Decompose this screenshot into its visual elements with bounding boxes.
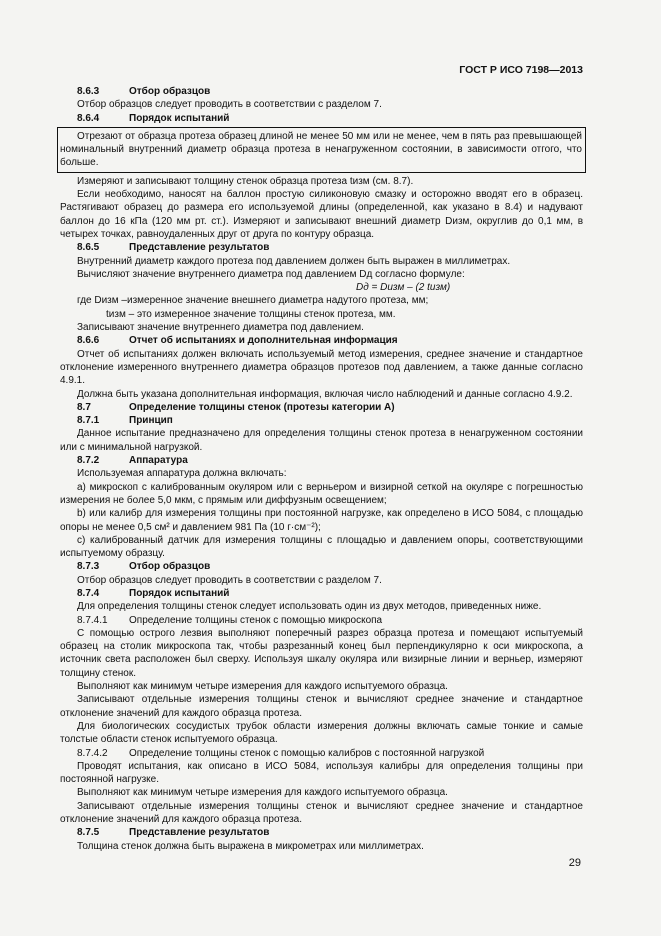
section-title: Аппаратура [129,455,188,467]
section-title: Определение толщины стенок (протезы категории А) [129,401,395,413]
section-title: Отбор образцов [129,561,211,573]
section-title: Порядок испытаний [129,112,230,124]
section-number: 8.7.4.1 [77,614,108,626]
paragraph: Записывают значение внутреннего диаметра под давлением. [77,322,364,334]
paragraph: Должна быть указана дополнительная информация, включая число наблюдений и данные согласно 4.9.2. [77,388,573,400]
section-number: 8.7 [77,401,91,413]
section-heading [60,241,583,254]
section-title: Отбор образцов [129,86,211,97]
paragraph: Внутренний диаметр каждого протеза под давлением должен быть выражен в миллиметрах. [77,255,511,267]
section-heading [60,560,583,573]
paragraph: Используемая аппаратура должна включать: [77,468,287,480]
document-header: ГОСТ Р ИСО 7198—2013 [459,64,583,76]
paragraph: С помощью острого лезвия выполняют поперечный разрез образца протеза и помещают испытуемый образец на столик микроскопа так, чтобы разрезанный конец был перпендикулярно к оси микроскопа, а источник света расположен был сверху. Используя шкалу окуляра или визирные линии и верньер, измеряют толщину стенок. [60,627,583,679]
paragraph: Вычисляют значение внутреннего диаметра под давлением Dд согласно формуле: [77,268,465,280]
subsection-heading [60,614,583,627]
section-number: 8.7.4.2 [77,747,108,759]
paragraph: Если необходимо, наносят на баллон простую силиконовую смазку и осторожно вводят его в образец. Растягивают образец до размера его используемой длины (определенной, как указано в 8.4) и надувают баллон до 16 кПа (120 мм рт. ст.). Измеряют и записывают внешний диаметр Dизм, округлив до 0,1 мм, в четырех точках, равноудаленных друг от друга по контуру образца. [60,189,583,240]
framed-paragraph: Отрезают от образца протеза образец длиной не менее 50 мм или не менее, чем в пять раз превышающей номинальный внутренний диаметр образца протеза в ненагруженном состоянии, в зависимости отгого, что больше. [57,127,586,173]
section-heading [60,401,583,414]
section-number: 8.6.4 [77,112,100,124]
section-heading [60,334,583,347]
paragraph: Выполняют как минимум четыре измерения для каждого испытуемого образца. [77,787,448,799]
paragraph: Измеряют и записывают толщину стенок образца протеза tизм (см. 8.7). [77,175,414,187]
section-heading [60,414,583,427]
paragraph: Данное испытание предназначено для определения толщины стенок протеза в ненагруженном состоянии или с минимальной нагрузкой. [60,428,583,453]
section-title: Определение толщины стенок с помощью микроскопа [129,614,383,626]
section-number: 8.6.5 [77,242,100,254]
paragraph: b) или калибр для измерения толщины при постоянной нагрузке, как определено в ИСО 5084, с площадью опоры не менее 0,5 см² и давлением 981 Па (10 г·см⁻²); [60,508,583,533]
section-heading [60,85,583,98]
paragraph: Для биологических сосудистых трубок области измерения должны включать самые тонкие и самые толстые области стенок испытуемого образца. [60,720,583,746]
paragraph: Для определения толщины стенок следует использовать один из двух методов, приведенных ниже. [77,601,542,613]
paragraph: Отбор образцов следует проводить в соответствии с разделом 7. [77,99,382,111]
section-number: 8.6.3 [77,86,100,97]
section-title: Принцип [129,415,173,427]
paragraph: где Dизм –измеренное значение внешнего диаметра надутого протеза, мм; [77,295,429,307]
section-number: 8.6.6 [77,335,100,347]
section-title: Определение толщины стенок с помощью калибров с постоянной нагрузкой [129,747,485,759]
paragraph: с) калиброванный датчик для измерения толщины с площадью и давлением опоры, соответствующими испытуемому образцу. [60,534,583,560]
section-title: Представление результатов [129,827,270,839]
section-title: Представление результатов [129,242,270,254]
section-number: 8.7.3 [77,561,100,573]
formula: Dд = Dизм – (2 tизм) [356,282,451,294]
paragraph: Выполняют как минимум четыре измерения для каждого испытуемого образца. [77,681,448,693]
section-number: 8.7.4 [77,587,100,599]
section-number: 8.7.1 [77,415,100,427]
section-heading [60,587,583,600]
section-title: Отчет об испытаниях и дополнительная информация [129,335,398,347]
paragraph: а) микроскоп с калиброванным окуляром или с верньером и визирной сеткой на окуляре с погрешностью измерения не более 5,0 мкм, с прямым или диффузным освещением; [60,481,583,506]
paragraph: Записывают отдельные измерения толщины стенок и вычисляют среднее значение и стандартное отклонение значений для каждого образца протеза. [60,800,583,826]
section-title: Порядок испытаний [129,587,230,599]
page-number: 29 [568,857,581,869]
section-heading [60,826,583,839]
document-body [60,85,583,853]
paragraph: Отбор образцов следует проводить в соответствии с разделом 7. [77,574,382,586]
section-heading [60,112,583,125]
paragraph: Проводят испытания, как описано в ИСО 5084, используя калибры для определения толщины при постоянной нагрузке. [60,760,583,786]
paragraph: Записывают отдельные измерения толщины стенок и вычисляют среднее значение и стандартное отклонение значений для каждого образца протеза. [60,694,583,719]
section-heading [60,454,583,467]
paragraph: Толщина стенок должна быть выражена в микрометрах или миллиметрах. [77,840,424,852]
section-number: 8.7.5 [77,827,100,839]
subsection-heading [60,747,583,760]
formula-legend: tизм – это измеренное значение толщины стенок протеза, мм. [106,308,396,320]
section-number: 8.7.2 [77,455,100,467]
paragraph: Отчет об испытаниях должен включать используемый метод измерения, среднее значение и стандартное отклонение измеренного внутреннего диаметра образцов протезов под давлением, а также данные согласно 4.9.1. [60,348,583,387]
